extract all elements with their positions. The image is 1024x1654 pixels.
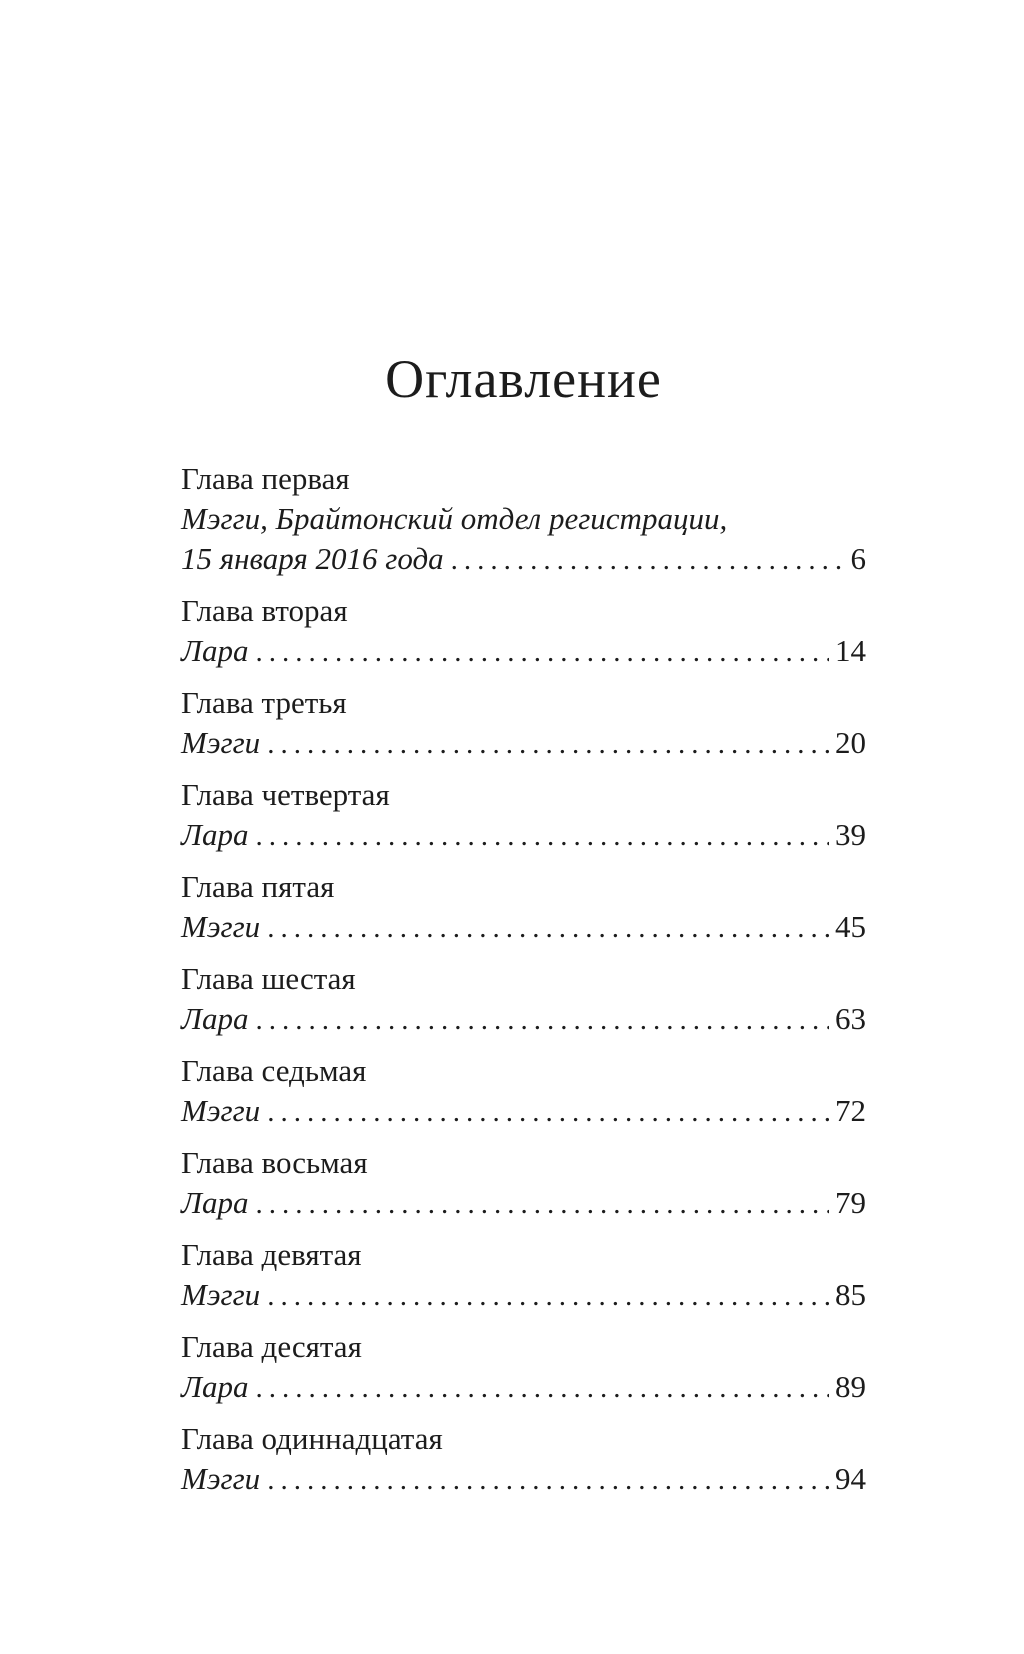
toc-page-number: 14 [835,633,866,669]
toc-subtitle: Мэгги [181,1461,261,1497]
toc-chapter-label: Глава пятая [181,869,335,905]
toc-chapter-label: Глава первая [181,461,350,497]
toc-subtitle: Лара [181,817,249,853]
toc-page-number: 39 [835,817,866,853]
toc-page-number: 20 [835,725,866,761]
toc-page-number: 89 [835,1369,866,1405]
toc-chapter-label: Глава восьмая [181,1145,368,1181]
dot-leader [267,1275,829,1316]
dot-leader [256,999,830,1040]
dot-leader [256,815,830,856]
dot-leader [256,631,830,672]
toc-entry [181,459,866,580]
table-of-contents [181,459,866,1500]
toc-subtitle: Мэгги [181,1277,261,1313]
toc-entry [181,959,866,1040]
dot-leader [256,1183,830,1224]
toc-subtitle: Лара [181,1369,249,1405]
toc-entry [181,591,866,672]
toc-leader-row [181,999,866,1040]
toc-subtitle: Лара [181,633,249,669]
toc-chapter-label: Глава седьмая [181,1053,367,1089]
toc-page-number: 45 [835,909,866,945]
toc-page-number: 79 [835,1185,866,1221]
toc-subtitle: Мэгги [181,725,261,761]
toc-chapter-label: Глава шестая [181,961,356,997]
toc-entry [181,1235,866,1316]
toc-content [181,350,866,1511]
toc-subtitle: Лара [181,1001,249,1037]
toc-chapter-label: Глава одиннадцатая [181,1421,443,1457]
toc-page-number: 85 [835,1277,866,1313]
toc-leader-row [181,1459,866,1500]
dot-leader [256,1367,830,1408]
toc-subtitle: 15 января 2016 года [181,541,444,577]
toc-leader-row [181,1183,866,1224]
dot-leader [267,1091,829,1132]
toc-subtitle: Мэгги [181,1093,261,1129]
toc-chapter-label: Глава четвертая [181,777,390,813]
toc-page-number: 94 [835,1461,866,1497]
dot-leader [267,1459,829,1500]
toc-chapter-label: Глава вторая [181,593,348,629]
toc-entry [181,1143,866,1224]
dot-leader [267,723,829,764]
page-title: Оглавление [385,349,662,409]
toc-leader-row [181,723,866,764]
toc-leader-row [181,1275,866,1316]
toc-entry [181,867,866,948]
toc-chapter-label: Глава десятая [181,1329,362,1365]
toc-entry [181,1051,866,1132]
toc-entry [181,683,866,764]
toc-page-number: 6 [850,541,866,577]
toc-leader-row [181,539,866,580]
toc-page-number: 72 [835,1093,866,1129]
toc-leader-row [181,907,866,948]
toc-chapter-label: Глава третья [181,685,347,721]
dot-leader [451,539,845,580]
toc-leader-row [181,1091,866,1132]
toc-leader-row [181,815,866,856]
dot-leader [267,907,829,948]
toc-subtitle: Мэгги [181,909,261,945]
toc-subtitle: Лара [181,1185,249,1221]
toc-chapter-label: Глава девятая [181,1237,362,1273]
toc-entry [181,1327,866,1408]
toc-entry [181,1419,866,1500]
toc-leader-row [181,631,866,672]
toc-entry [181,775,866,856]
toc-page-number: 63 [835,1001,866,1037]
toc-leader-row [181,1367,866,1408]
toc-subtitle-line: Мэгги, Брайтонский отдел регистрации, [181,501,728,537]
